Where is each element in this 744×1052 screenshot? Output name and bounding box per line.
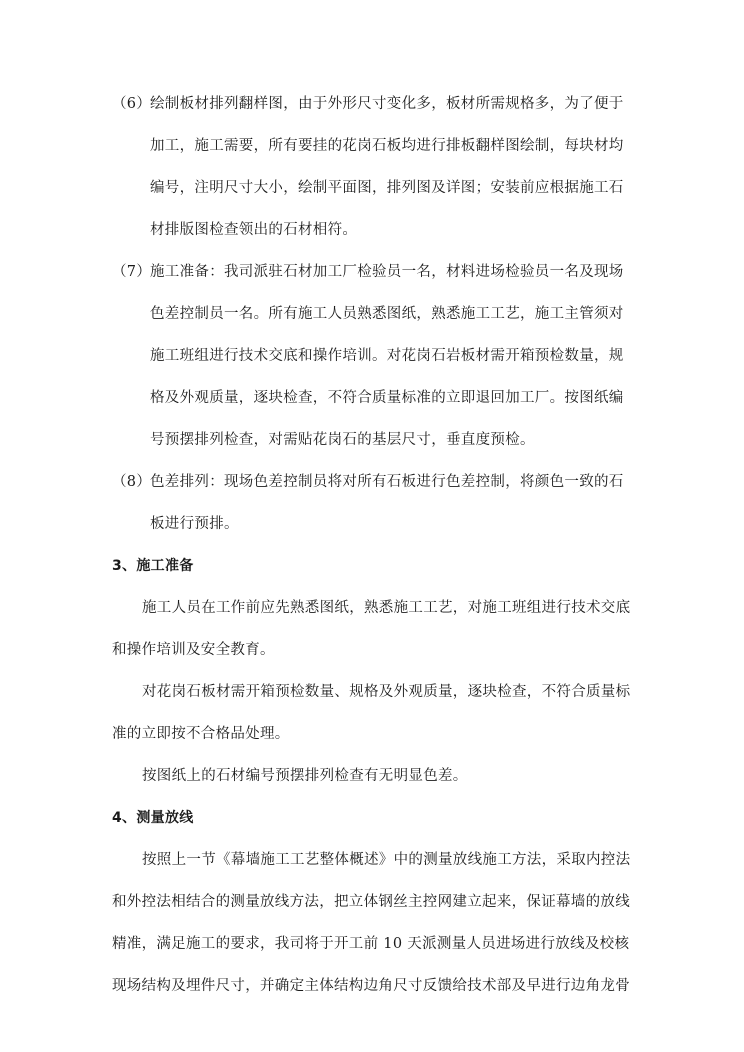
section-4-para-1-line-2: 和外控法相结合的测量放线方法，把立体钢丝主控网建立起来，保证幕墙的放线 xyxy=(112,894,630,910)
section-3-heading: 3、施工准备 xyxy=(112,558,194,574)
item-6-line-2: 加工，施工需要，所有要挂的花岗石板均进行排板翻样图绘制，每块材均 xyxy=(150,138,624,154)
item-7-line-4: 格及外观质量，逐块检查，不符合质量标准的立即退回加工厂。按图纸编 xyxy=(150,390,624,406)
item-8-line-1: （8）色差排列：现场色差控制员将对所有石板进行色差控制，将颜色一致的石 xyxy=(112,474,624,490)
item-6-line-1: （6）绘制板材排列翻样图，由于外形尺寸变化多，板材所需规格多，为了便于 xyxy=(112,96,624,112)
item-7-line-3: 施工班组进行技术交底和操作培训。对花岗石岩板材需开箱预检数量，规 xyxy=(150,348,624,364)
section-4-para-1-line-1: 按照上一节《幕墙施工工艺整体概述》中的测量放线施工方法，采取内控法 xyxy=(142,852,631,868)
item-7-number: （7） xyxy=(112,264,152,280)
section-3-para-1-line-1: 施工人员在工作前应先熟悉图纸，熟悉施工工艺，对施工班组进行技术交底 xyxy=(142,600,631,616)
section-4-para-1-line-4: 现场结构及埋件尺寸，并确定主体结构边角尺寸反馈给技术部及早进行边角龙骨 xyxy=(112,978,630,994)
item-8-number: （8） xyxy=(112,474,152,490)
section-3-para-2-line-1: 对花岗石板材需开箱预检数量、规格及外观质量，逐块检查，不符合质量标 xyxy=(142,684,631,700)
section-4-heading: 4、测量放线 xyxy=(112,810,194,826)
section-3-para-1-line-2: 和操作培训及安全教育。 xyxy=(112,642,275,658)
section-3-para-2-line-2: 准的立即按不合格品处理。 xyxy=(112,726,290,742)
item-7-line-5: 号预摆排列检查，对需贴花岗石的基层尺寸，垂直度预检。 xyxy=(150,432,535,448)
item-7-line-2: 色差控制员一名。所有施工人员熟悉图纸，熟悉施工工艺，施工主管须对 xyxy=(150,306,624,322)
section-4-para-1-line-3: 精准，满足施工的要求，我司将于开工前 10 天派测量人员进场进行放线及校核 xyxy=(112,936,630,952)
item-6-number: （6） xyxy=(112,96,152,112)
item-7-line-1: （7）施工准备：我司派驻石材加工厂检验员一名，材料进场检验员一名及现场 xyxy=(112,264,624,280)
section-3-para-3-line-1: 按图纸上的石材编号预摆排列检查有无明显色差。 xyxy=(142,768,468,784)
item-8-line-2: 板进行预排。 xyxy=(150,516,239,532)
item-6-line-3: 编号，注明尺寸大小，绘制平面图，排列图及详图；安装前应根据施工石 xyxy=(150,180,624,196)
item-6-line-4: 材排版图检查领出的石材相符。 xyxy=(150,222,358,238)
